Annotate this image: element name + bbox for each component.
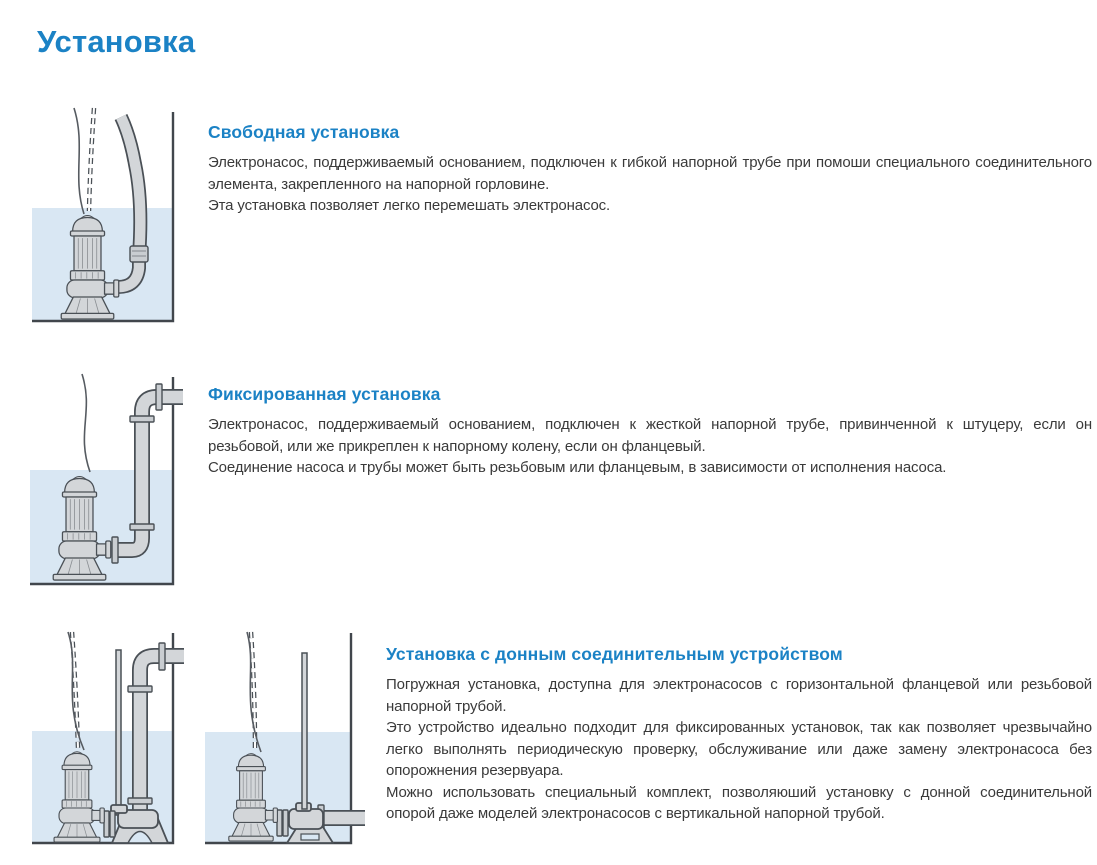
chain-icon	[89, 108, 94, 211]
section-bottom-coupling-installation	[386, 644, 1092, 825]
paragraph: Электронасос, поддерживаемый основанием, подключен к жесткой напорной трубе, привинченной к штуцеру, если он резьбовой, или же прикреплен к напорному колену, если он фланцевый.	[208, 416, 1092, 455]
guide-rail	[116, 650, 121, 815]
section-body	[386, 674, 1092, 825]
paragraph: Погружная установка, доступна для электронасосов с горизонтальной фланцевой или резьбовой напорной трубой.	[386, 676, 1092, 715]
section-heading: Установка с донным соединительным устройством	[386, 644, 843, 664]
page-title: Установка	[37, 24, 196, 59]
paragraph: Эта установка позволяет легко перемешать электронасос.	[208, 197, 611, 214]
bottom-coupling-horizontal-pipe-illustration	[205, 628, 372, 858]
section-heading: Фиксированная установка	[208, 384, 441, 404]
paragraph: Это устройство идеально подходит для фиксированных установок, так как позволяет чрезвычайно легко выполнять периодическую проверку, обслуживание или даже замену электронасоса без опорожнения резервуара.	[386, 719, 1092, 779]
section-free-installation	[208, 122, 1092, 217]
bottom-coupling-vertical-pipe-illustration	[32, 628, 205, 858]
section-fixed-installation	[208, 384, 1092, 479]
section-body	[208, 414, 1092, 479]
power-cable-icon	[82, 374, 90, 472]
paragraph: Можно использовать специальный комплект, позволяюший установку с донной соединительной опорой даже моделей электронасосов с вертикальной напорной трубой.	[386, 783, 1092, 822]
paragraph: Соединение насоса и трубы может быть резьбовым или фланцевым, в зависимости от исполнения насоса.	[208, 459, 947, 476]
power-cable-icon	[74, 108, 84, 214]
free-installation-illustration	[32, 106, 177, 333]
guide-rail	[302, 653, 307, 809]
fixed-installation-illustration	[30, 372, 203, 599]
paragraph: Электронасос, поддерживаемый основанием, подключен к гибкой напорной трубе при помоши специального соединительного элемента, закрепленного на напорной горловине.	[208, 154, 1092, 193]
section-body	[208, 152, 1092, 217]
section-heading: Свободная установка	[208, 122, 400, 142]
